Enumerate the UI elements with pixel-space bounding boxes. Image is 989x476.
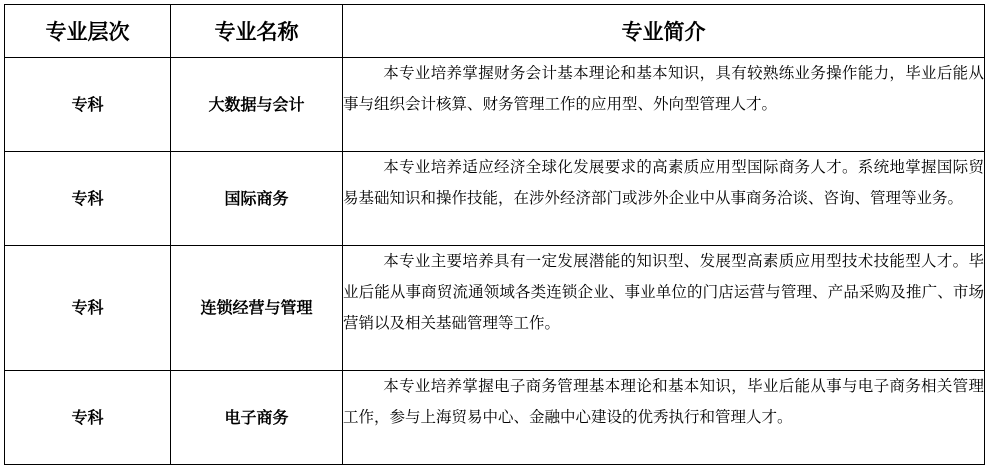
major-level: 专科 [5, 246, 171, 371]
table-row [5, 246, 985, 371]
header-intro: 专业简介 [343, 5, 985, 58]
header-name: 专业名称 [171, 5, 343, 58]
major-level: 专科 [5, 58, 171, 152]
major-intro: 本专业培养适应经济全球化发展要求的高素质应用型国际商务人才。系统地掌握国际贸易基础知识和操作技能，在涉外经济部门或涉外企业中从事商务洽谈、咨询、管理等业务。 [343, 158, 984, 207]
major-intro-cell [343, 152, 985, 246]
major-intro: 本专业主要培养具有一定发展潜能的知识型、发展型高素质应用型技术技能型人才。毕业后能从事商贸流通领域各类连锁企业、事业单位的门店运营与管理、产品采购及推广、市场营销以及相关基础管理等工作。 [343, 252, 984, 332]
table-header [5, 5, 985, 58]
major-intro-cell [343, 58, 985, 152]
major-level: 专科 [5, 152, 171, 246]
major-name: 连锁经营与管理 [171, 246, 343, 371]
table-row [5, 152, 985, 246]
major-name: 大数据与会计 [171, 58, 343, 152]
major-intro-cell [343, 246, 985, 371]
major-level: 专科 [5, 371, 171, 465]
table-row [5, 58, 985, 152]
header-level: 专业层次 [5, 5, 171, 58]
majors-table [4, 4, 985, 465]
major-name: 电子商务 [171, 371, 343, 465]
header-row [5, 5, 985, 58]
table-row [5, 371, 985, 465]
major-name: 国际商务 [171, 152, 343, 246]
table-body [5, 58, 985, 465]
major-intro: 本专业培养掌握财务会计基本理论和基本知识，具有较熟练业务操作能力，毕业后能从事与组织会计核算、财务管理工作的应用型、外向型管理人才。 [343, 64, 984, 113]
major-intro-cell [343, 371, 985, 465]
major-intro: 本专业培养掌握电子商务管理基本理论和基本知识，毕业后能从事与电子商务相关管理工作，参与上海贸易中心、金融中心建设的优秀执行和管理人才。 [343, 377, 984, 426]
